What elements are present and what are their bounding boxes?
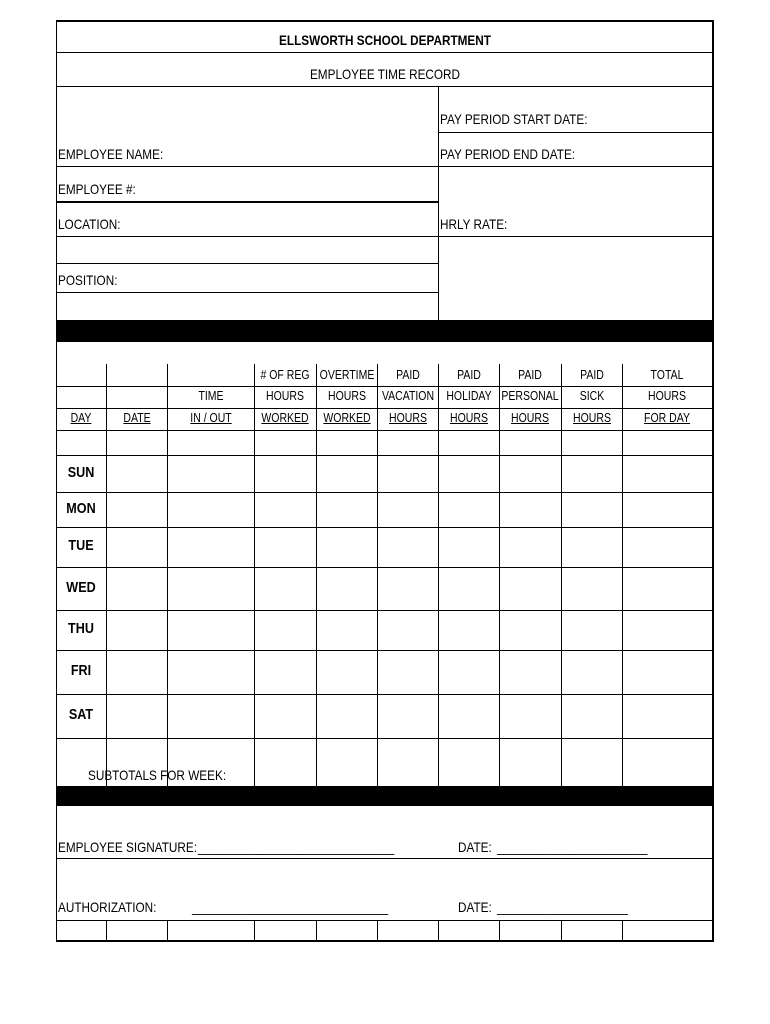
grid-line-v: [622, 920, 623, 940]
grid-line-h: [56, 610, 712, 611]
grid-line-h: [56, 920, 712, 921]
location-label: LOCATION:: [58, 216, 121, 232]
authorization-date-label: DATE:: [458, 899, 492, 915]
grid-line-v: [438, 920, 439, 940]
grid-line-h: [56, 408, 712, 409]
grid-line-h: [438, 132, 712, 133]
column-header-text: HOLIDAY: [445, 389, 492, 403]
section-divider-bar: [56, 786, 713, 806]
column-header-text: TIME: [197, 389, 224, 403]
grid-line-h: [56, 52, 712, 53]
employee-signature-label: EMPLOYEE SIGNATURE:: [58, 839, 197, 855]
grid-line-v: [316, 364, 317, 786]
grid-line-v: [167, 364, 168, 786]
grid-line-h: [56, 20, 713, 22]
hrly-rate-label: HRLY RATE:: [440, 216, 508, 232]
grid-line-h: [56, 201, 438, 203]
authorization-label: AUTHORIZATION:: [58, 899, 157, 915]
grid-line-v: [499, 920, 500, 940]
grid-line-h: [56, 650, 712, 651]
grid-line-v: [438, 364, 439, 786]
authorization-date-blank: ____________________: [497, 899, 628, 915]
column-header-text: PAID: [456, 368, 481, 382]
day-label-wed: WED: [66, 578, 96, 596]
form-subtitle: EMPLOYEE TIME RECORD: [309, 66, 461, 82]
column-header-text: OVERTIME: [319, 368, 374, 382]
grid-line-h: [56, 694, 712, 695]
column-header-text: HOURS: [388, 411, 427, 425]
authorization-blank: ______________________________: [192, 899, 389, 915]
grid-line-h: [56, 236, 712, 237]
grid-line-h: [56, 455, 712, 456]
column-header-text: HOURS: [572, 411, 611, 425]
employee-signature-date-label: DATE:: [458, 839, 492, 855]
column-header-text: DATE: [122, 411, 151, 425]
grid-line-v: [167, 920, 168, 940]
grid-line-v: [254, 920, 255, 940]
column-header-text: TOTAL: [650, 368, 684, 382]
grid-line-h: [56, 263, 438, 264]
employee-name-label: EMPLOYEE NAME:: [58, 146, 164, 162]
pay-period-start-label: PAY PERIOD START DATE:: [440, 111, 588, 127]
grid-line-h: [56, 166, 438, 167]
grid-line-h: [56, 492, 712, 493]
grid-line-h: [56, 738, 712, 739]
column-header-text: WORKED: [261, 411, 309, 425]
grid-line-v: [438, 86, 439, 320]
grid-line-h: [56, 858, 712, 859]
employee-signature-date-blank: _______________________: [497, 839, 648, 855]
grid-line-v: [499, 364, 500, 786]
column-header-text: FOR DAY: [644, 411, 690, 425]
grid-line-h: [56, 527, 712, 528]
column-header-text: HOURS: [327, 389, 366, 403]
grid-line-h: [56, 567, 712, 568]
column-header-text: PERSONAL: [501, 389, 559, 403]
grid-line-h: [438, 166, 712, 167]
day-label-sat: SAT: [68, 706, 94, 723]
day-label-sun: SUN: [67, 463, 95, 481]
employee-signature-blank: ______________________________: [198, 839, 395, 855]
grid-line-v: [561, 920, 562, 940]
subtotals-label: SUBTOTALS FOR WEEK:: [88, 767, 227, 783]
column-header-text: HOURS: [648, 389, 686, 403]
section-divider-bar: [56, 320, 713, 342]
column-header-text: IN / OUT: [189, 411, 232, 425]
column-header-text: SICK: [579, 389, 604, 403]
day-label-thu: THU: [68, 620, 94, 637]
grid-line-h: [56, 86, 712, 87]
grid-line-v: [377, 920, 378, 940]
day-label-tue: TUE: [68, 537, 94, 554]
column-header-text: HOURS: [266, 389, 304, 403]
column-header-text: WORKED: [322, 411, 371, 425]
column-header-text: PAID: [579, 368, 604, 382]
column-header-text: DAY: [70, 411, 92, 425]
grid-line-v: [316, 920, 317, 940]
position-label: POSITION:: [58, 272, 118, 288]
column-header-text: VACATION: [381, 389, 434, 403]
grid-line-h: [56, 430, 712, 431]
column-header-text: # OF REG: [260, 368, 310, 382]
pay-period-end-label: PAY PERIOD END DATE:: [440, 146, 576, 162]
grid-line-v: [377, 364, 378, 786]
column-header-text: HOURS: [511, 411, 549, 425]
day-label-fri: FRI: [70, 662, 92, 679]
grid-line-h: [56, 940, 713, 942]
column-header-text: PAID: [395, 368, 420, 382]
grid-line-v: [254, 364, 255, 786]
column-header-text: PAID: [518, 368, 542, 382]
day-label-mon: MON: [66, 499, 96, 517]
grid-line-h: [56, 386, 712, 387]
grid-line-v: [622, 364, 623, 786]
grid-line-v: [561, 364, 562, 786]
grid-line-v: [106, 920, 107, 940]
employee-number-label: EMPLOYEE #:: [58, 181, 136, 197]
grid-line-h: [56, 292, 438, 293]
grid-line-v: [106, 364, 107, 786]
column-header-text: HOURS: [449, 411, 488, 425]
form-title: ELLSWORTH SCHOOL DEPARTMENT: [279, 32, 491, 48]
